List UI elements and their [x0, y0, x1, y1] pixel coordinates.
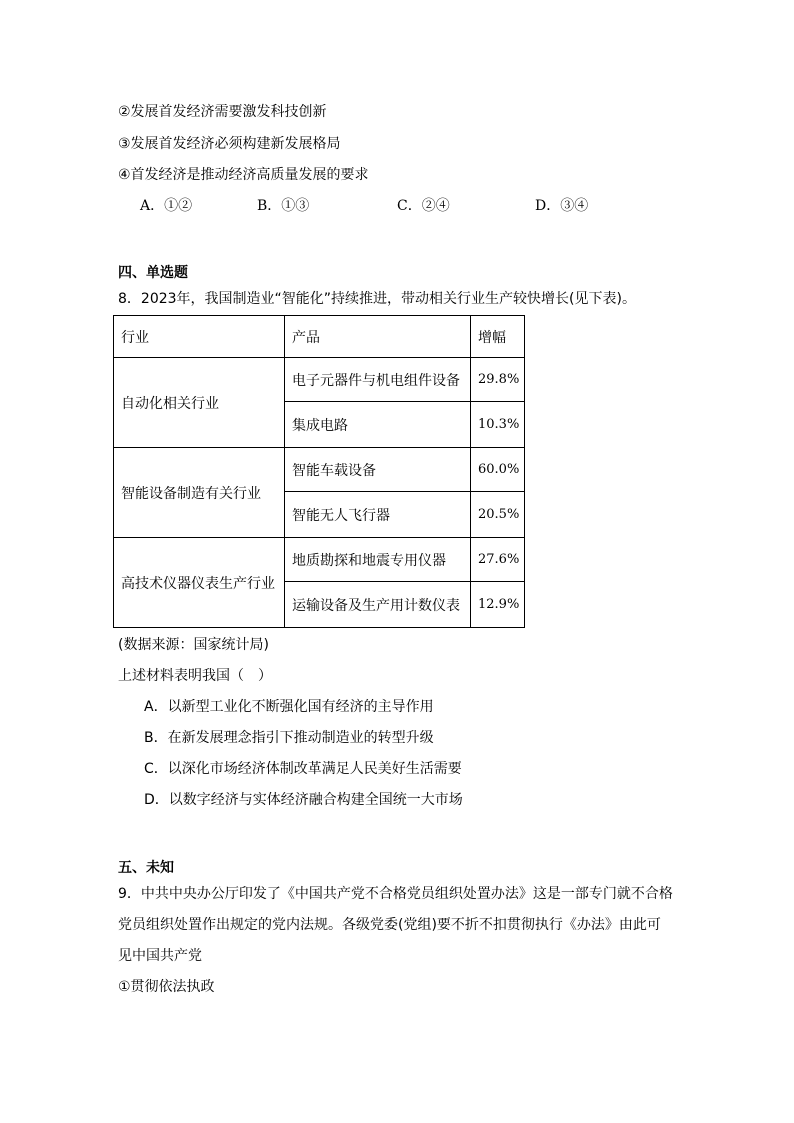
industry-cell: 自动化相关行业 [114, 358, 285, 448]
statement-4: ④首发经济是推动经济高质量发展的要求 [118, 167, 369, 183]
header-industry: 行业 [114, 316, 285, 358]
header-product: 产品 [285, 316, 471, 358]
growth-table [113, 315, 525, 628]
question-9-item-1: ①贯彻依法执政 [118, 979, 215, 995]
section-heading-single-choice: 四、单选题 [118, 265, 188, 281]
table-row [114, 538, 525, 582]
question-9-line-3: 见中国共产党 [118, 948, 202, 964]
answer-a[interactable]: A．以新型工业化不断强化国有经济的主导作用 [144, 699, 434, 715]
question-8-text: 8．2023年，我国制造业“智能化”持续推进，带动相关行业生产较快增长(见下表)。 [118, 291, 636, 307]
section-heading-unknown: 五、未知 [118, 860, 174, 876]
growth-cell: 12.9% [471, 582, 525, 628]
industry-cell: 高技术仪器仪表生产行业 [114, 538, 285, 628]
product-cell: 智能车载设备 [285, 448, 471, 492]
prev-options-row [140, 196, 640, 216]
option-c[interactable]: C．②④ [397, 198, 450, 214]
answer-b[interactable]: B．在新发展理念指引下推动制造业的转型升级 [144, 730, 434, 746]
option-b[interactable]: B．①③ [257, 198, 310, 214]
statement-2: ②发展首发经济需要激发科技创新 [118, 104, 327, 120]
growth-cell: 29.8% [471, 358, 525, 402]
table-header-row [114, 316, 525, 358]
product-cell: 集成电路 [285, 402, 471, 448]
product-cell: 电子元器件与机电组件设备 [285, 358, 471, 402]
option-a[interactable]: A．①② [140, 198, 193, 214]
growth-cell: 60.0% [471, 448, 525, 492]
growth-cell: 10.3% [471, 402, 525, 448]
data-source-note: (数据来源：国家统计局) [118, 637, 269, 653]
question-9-line-1: 9．中共中央办公厅印发了《中国共产党不合格党员组织处置办法》这是一部专门就不合格 [118, 886, 673, 902]
product-cell: 智能无人飞行器 [285, 492, 471, 538]
product-cell: 运输设备及生产用计数仪表 [285, 582, 471, 628]
growth-cell: 27.6% [471, 538, 525, 582]
question-8-stem: 上述材料表明我国（ ） [118, 668, 272, 684]
industry-cell: 智能设备制造有关行业 [114, 448, 285, 538]
header-growth: 增幅 [471, 316, 525, 358]
table-row [114, 358, 525, 402]
product-cell: 地质勘探和地震专用仪器 [285, 538, 471, 582]
question-9-line-2: 党员组织处置作出规定的党内法规。各级党委(党组)要不折不扣贯彻执行《办法》由此可 [118, 917, 661, 933]
answer-c[interactable]: C．以深化市场经济体制改革满足人民美好生活需要 [144, 761, 462, 777]
option-d[interactable]: D．③④ [535, 198, 589, 214]
answer-d[interactable]: D．以数字经济与实体经济融合构建全国统一大市场 [144, 792, 463, 808]
statement-3: ③发展首发经济必须构建新发展格局 [118, 136, 341, 152]
growth-cell: 20.5% [471, 492, 525, 538]
table-row [114, 448, 525, 492]
